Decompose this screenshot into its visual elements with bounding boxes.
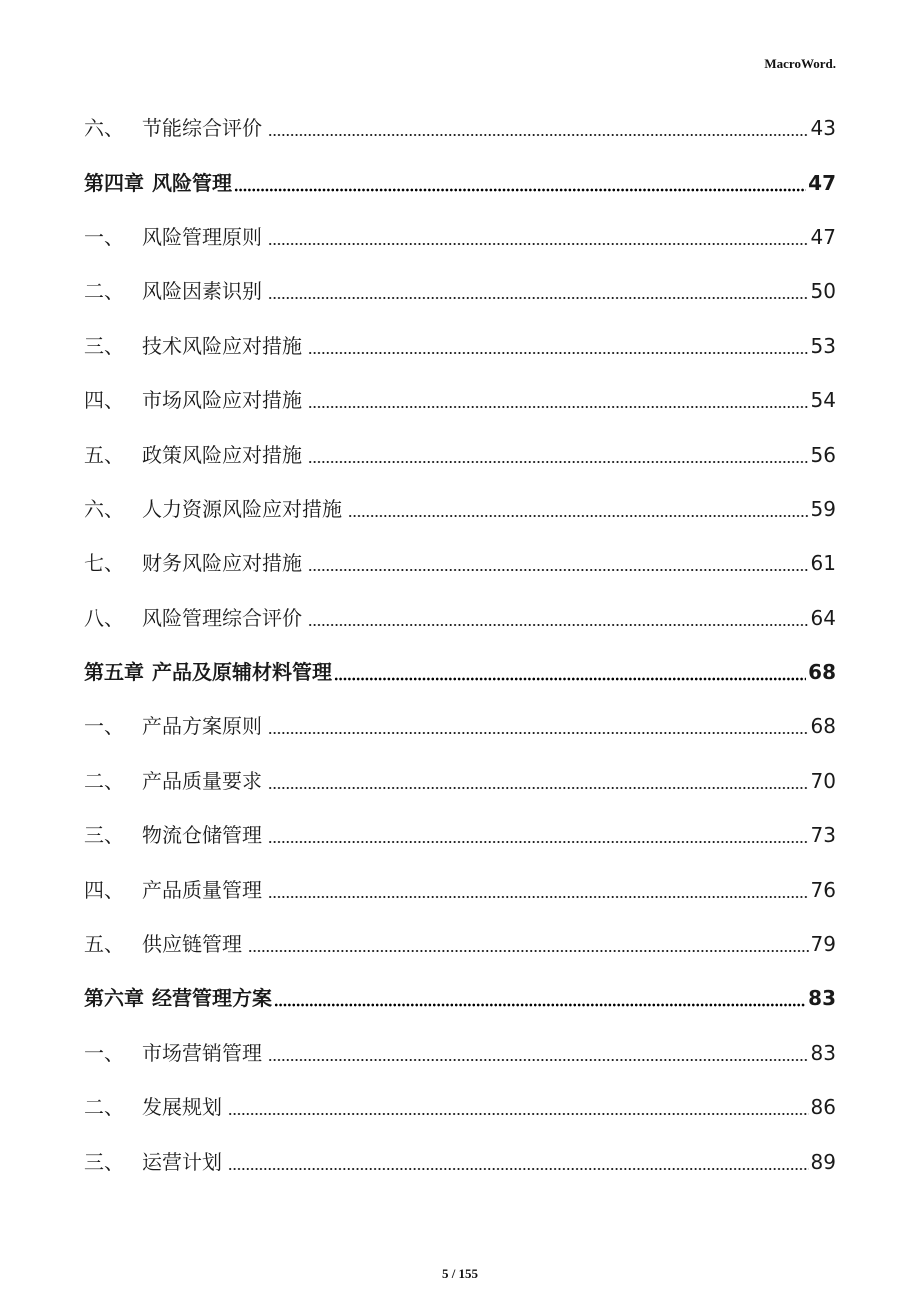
toc-page-number: 70: [810, 768, 836, 793]
toc-section-entry[interactable]: [84, 754, 836, 808]
toc-dot-leader: [268, 825, 809, 845]
page-number-indicator: 5 / 155: [441, 1266, 479, 1281]
toc-section-number: 五、: [84, 932, 124, 957]
toc-section-number: 二、: [84, 1095, 124, 1120]
toc-section-title: 政策风险应对措施: [142, 442, 302, 467]
toc-section-title: 风险管理原则: [142, 224, 262, 249]
toc-chapter-heading: [84, 986, 272, 1011]
toc-section-title: 风险管理综合评价: [142, 605, 302, 630]
toc-section-entry[interactable]: [84, 427, 836, 481]
toc-section-title: 物流仓储管理: [142, 823, 262, 848]
toc-section-entry[interactable]: [84, 699, 836, 753]
toc-chapter-heading: [84, 660, 332, 685]
toc-section-title: 发展规划: [142, 1095, 222, 1120]
table-of-contents: [84, 101, 836, 1189]
toc-dot-leader: [308, 390, 809, 410]
toc-dot-leader: [234, 173, 806, 193]
toc-section-entry[interactable]: [84, 591, 836, 645]
toc-section-number: 三、: [84, 1149, 124, 1174]
toc-chapter-label: 第六章: [84, 986, 144, 1011]
toc-dot-leader: [248, 934, 809, 954]
toc-section-title: 供应链管理: [142, 932, 242, 957]
toc-section-number: 二、: [84, 768, 124, 793]
toc-section-number: 四、: [84, 388, 124, 413]
toc-page-number: 68: [808, 660, 836, 685]
toc-section-title: 产品方案原则: [142, 714, 262, 739]
toc-page-number: 76: [810, 877, 836, 902]
toc-dot-leader: [308, 608, 809, 628]
toc-chapter-title: 风险管理: [152, 170, 232, 195]
toc-dot-leader: [308, 445, 809, 465]
toc-section-entry[interactable]: [84, 1080, 836, 1134]
toc-section-title: 产品质量要求: [142, 768, 262, 793]
toc-section-title: 技术风险应对措施: [142, 333, 302, 358]
toc-section-entry[interactable]: [84, 1134, 836, 1188]
toc-section-number: 三、: [84, 823, 124, 848]
toc-page-number: 54: [810, 388, 836, 413]
toc-section-title: 风险因素识别: [142, 279, 262, 304]
toc-section-title: 财务风险应对措施: [142, 551, 302, 576]
toc-dot-leader: [334, 662, 806, 682]
toc-section-title: 市场营销管理: [142, 1040, 262, 1065]
toc-dot-leader: [274, 988, 806, 1008]
toc-section-title: 运营计划: [142, 1149, 222, 1174]
toc-chapter-entry[interactable]: [84, 155, 836, 209]
toc-section-entry[interactable]: [84, 210, 836, 264]
toc-section-number: 三、: [84, 333, 124, 358]
toc-section-entry[interactable]: [84, 101, 836, 155]
toc-section-number: 一、: [84, 714, 124, 739]
toc-section-number: 六、: [84, 116, 124, 141]
toc-page-number: 59: [810, 496, 836, 521]
toc-section-entry[interactable]: [84, 808, 836, 862]
toc-dot-leader: [308, 553, 809, 573]
toc-section-title: 产品质量管理: [142, 877, 262, 902]
toc-section-number: 一、: [84, 1040, 124, 1065]
document-header-brand: MacroWord.: [764, 56, 836, 71]
toc-dot-leader: [348, 499, 809, 519]
toc-section-number: 四、: [84, 877, 124, 902]
toc-dot-leader: [268, 880, 809, 900]
toc-dot-leader: [268, 281, 809, 301]
toc-page-number: 83: [810, 1040, 836, 1065]
toc-dot-leader: [268, 771, 809, 791]
toc-chapter-label: 第五章: [84, 660, 144, 685]
toc-page-number: 79: [810, 932, 836, 957]
toc-section-number: 五、: [84, 442, 124, 467]
toc-page-number: 89: [810, 1149, 836, 1174]
toc-section-entry[interactable]: [84, 862, 836, 916]
toc-dot-leader: [228, 1097, 809, 1117]
toc-section-title: 人力资源风险应对措施: [142, 496, 342, 521]
toc-page-number: 83: [808, 986, 836, 1011]
toc-section-entry[interactable]: [84, 319, 836, 373]
toc-dot-leader: [308, 336, 809, 356]
toc-page-number: 43: [810, 116, 836, 141]
toc-section-number: 八、: [84, 605, 124, 630]
toc-section-number: 七、: [84, 551, 124, 576]
toc-page-number: 73: [810, 823, 836, 848]
toc-section-number: 一、: [84, 224, 124, 249]
toc-section-entry[interactable]: [84, 536, 836, 590]
toc-page-number: 53: [810, 333, 836, 358]
toc-chapter-title: 产品及原辅材料管理: [152, 660, 332, 685]
toc-section-entry[interactable]: [84, 264, 836, 318]
toc-section-number: 二、: [84, 279, 124, 304]
toc-section-entry[interactable]: [84, 482, 836, 536]
toc-dot-leader: [268, 1043, 809, 1063]
toc-section-title: 市场风险应对措施: [142, 388, 302, 413]
toc-page-number: 61: [810, 551, 836, 576]
toc-dot-leader: [268, 227, 809, 247]
toc-dot-leader: [228, 1152, 809, 1172]
toc-section-entry[interactable]: [84, 1026, 836, 1080]
toc-chapter-entry[interactable]: [84, 645, 836, 699]
toc-page-number: 64: [810, 605, 836, 630]
toc-chapter-title: 经营管理方案: [152, 986, 272, 1011]
toc-section-entry[interactable]: [84, 373, 836, 427]
toc-page-number: 47: [808, 170, 836, 195]
toc-chapter-entry[interactable]: [84, 971, 836, 1025]
toc-section-entry[interactable]: [84, 917, 836, 971]
toc-dot-leader: [268, 118, 809, 138]
toc-page-number: 86: [810, 1095, 836, 1120]
toc-dot-leader: [268, 716, 809, 736]
toc-page-number: 47: [810, 224, 836, 249]
toc-page-number: 68: [810, 714, 836, 739]
toc-chapter-label: 第四章: [84, 170, 144, 195]
toc-chapter-heading: [84, 170, 232, 195]
toc-section-title: 节能综合评价: [142, 116, 262, 141]
toc-page-number: 50: [810, 279, 836, 304]
toc-page-number: 56: [810, 442, 836, 467]
toc-section-number: 六、: [84, 496, 124, 521]
